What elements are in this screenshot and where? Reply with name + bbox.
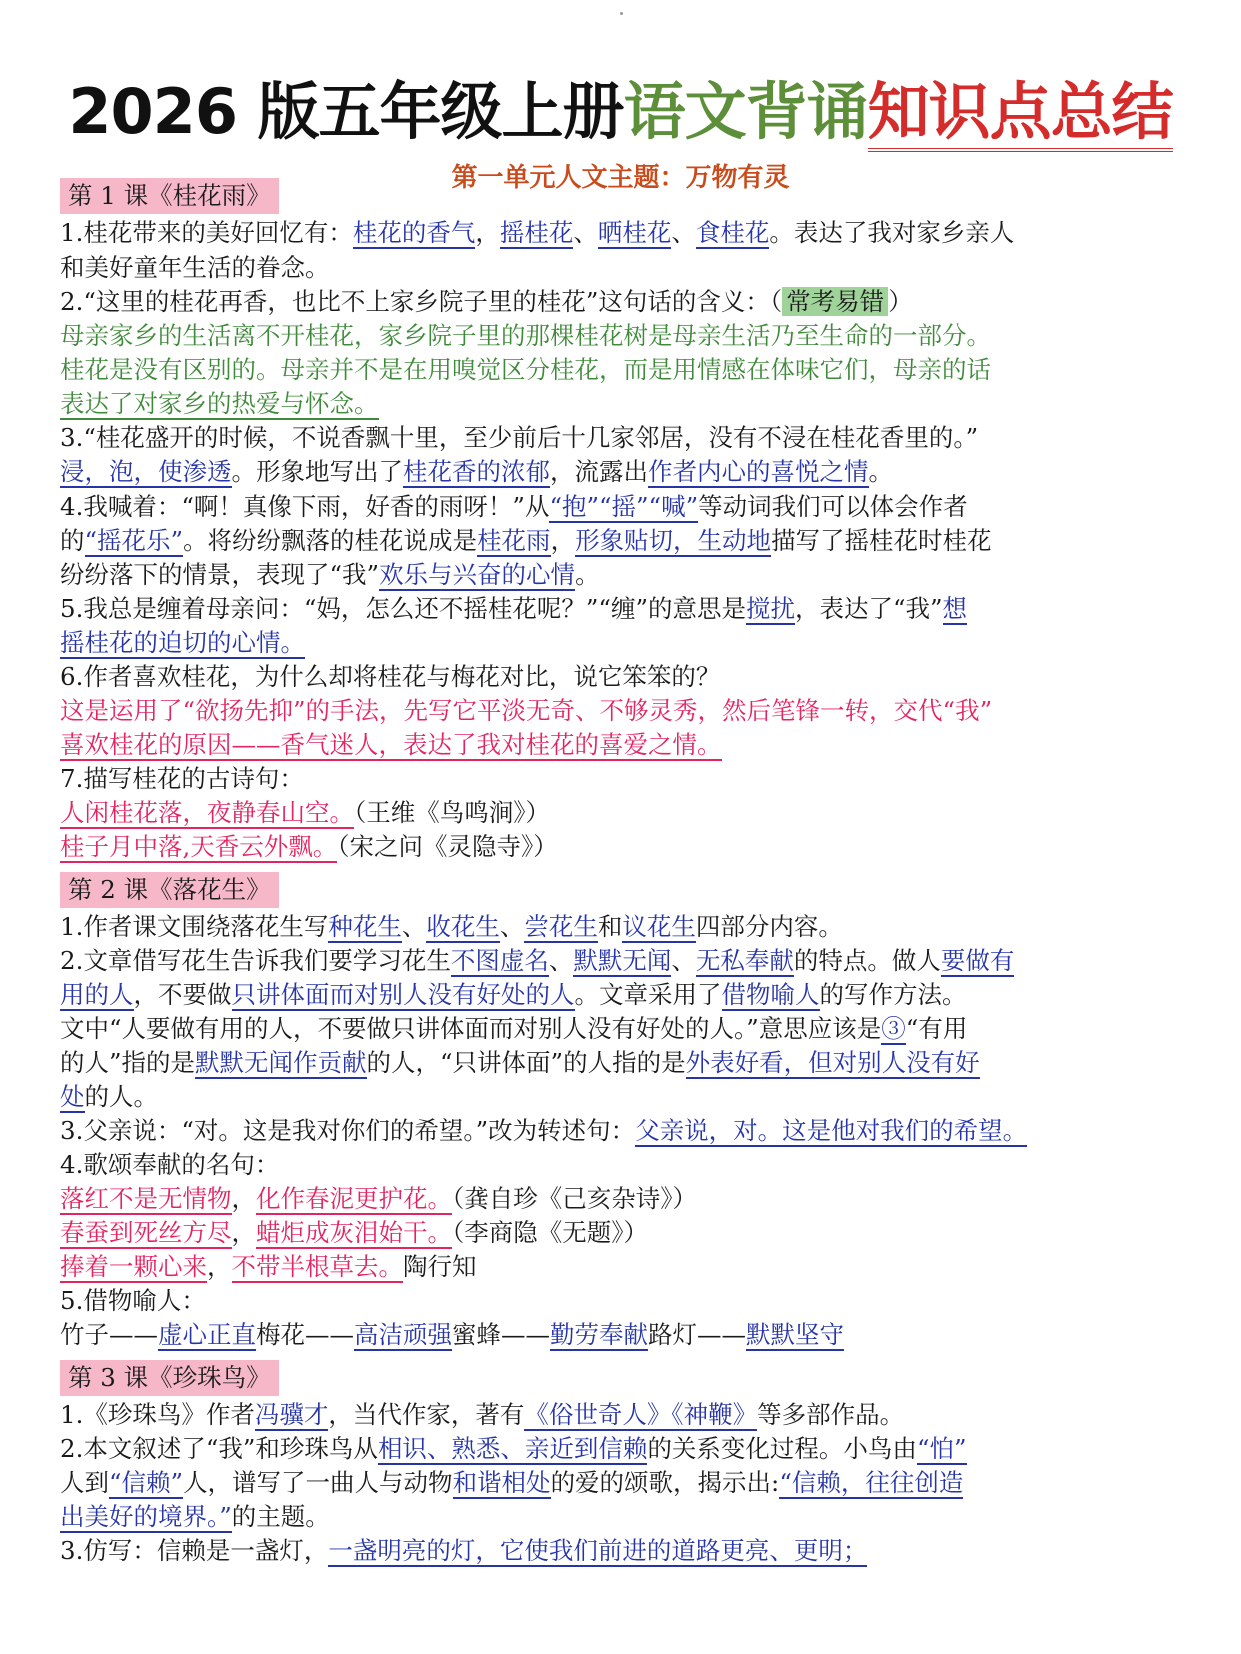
question-text: 7.描写桂花的古诗句：: [60, 764, 304, 793]
question-text: 2.文章借写花生告诉我们要学习花生: [60, 946, 451, 975]
text-line: [60, 591, 1195, 627]
text-line: [60, 1533, 1195, 1569]
question-text: 等动词我们可以体会作者: [698, 492, 968, 521]
text-line: [60, 1465, 1195, 1501]
answer-text: 食桂花: [695, 218, 770, 247]
poem-source: （宋之问《灵隐寺》）: [337, 832, 558, 861]
answer-text: 收花生: [426, 912, 500, 941]
poem-line: 桂子月中落,天香云外飘。: [60, 832, 338, 861]
answer-text: 尝花生: [524, 912, 598, 941]
answer-text: 高洁顽强: [354, 1320, 452, 1349]
answer-text: 搅扰: [745, 594, 795, 623]
answer-text: 父亲说，对。这是他对我们的希望。: [635, 1116, 1028, 1145]
text-line: [60, 386, 1195, 422]
punct: 、: [548, 946, 574, 975]
question-text: 的写作方法。: [819, 980, 967, 1009]
question-text: 1.《珍珠鸟》作者: [60, 1400, 255, 1429]
text-line: [60, 318, 1195, 354]
text-line: [60, 557, 1195, 593]
question-text: 的主题。: [231, 1502, 330, 1531]
question-text: 四部分内容。: [695, 912, 843, 941]
question-text: 。将纷纷飘落的桂花说成是: [183, 526, 478, 555]
text-line: [60, 727, 1195, 763]
text-line: [60, 489, 1195, 525]
answer-text: 借物喻人: [721, 980, 820, 1009]
question-text: 。文章采用了: [574, 980, 722, 1009]
text-line: [60, 1317, 1195, 1353]
answer-text: 一盏明亮的灯，它使我们前进的道路更亮、更明；: [328, 1536, 868, 1565]
text-line: [60, 1079, 1195, 1115]
poem-source: 陶行知: [403, 1252, 477, 1281]
question-text: 纷纷落下的情景，表现了“我”: [60, 560, 380, 589]
object-label: 竹子——: [60, 1320, 158, 1349]
answer-text: 默默无闻作贡献: [195, 1048, 367, 1077]
text-line: [60, 943, 1195, 979]
answer-text: 相识、熟悉、亲近到信赖: [377, 1434, 648, 1463]
lesson-2-title: 第 2 课《落花生》: [60, 872, 279, 908]
question-text: 的特点。做人: [793, 946, 941, 975]
question-text: 的人”指的是: [60, 1048, 196, 1077]
text-line: [60, 795, 1195, 831]
text-line: [60, 829, 1195, 865]
text-line: [60, 1045, 1195, 1081]
answer-text: 喜欢桂花的原因——香气迷人，表达了我对桂花的喜爱之情。: [60, 730, 722, 759]
answer-text: 用的人: [60, 980, 134, 1009]
poem-line: 不带半根草去。: [231, 1252, 403, 1281]
answer-text: 要做有: [940, 946, 1015, 975]
answer-text: “信赖，往往创造: [779, 1468, 964, 1497]
answer-text: 摇桂花的迫切的心情。: [60, 628, 305, 657]
question-text: 的人。: [84, 1082, 158, 1111]
answer-text: “摇花乐”: [84, 526, 184, 555]
punct: 。: [575, 560, 600, 589]
text-line: [60, 215, 1195, 251]
title-part-grade: 2026 版五年级上册: [68, 75, 624, 148]
question-text: 的: [60, 526, 85, 555]
question-text: ，不要做: [133, 980, 232, 1009]
punct: ，: [550, 526, 576, 555]
punct: 、: [401, 912, 427, 941]
text-line: [60, 1147, 1195, 1183]
question-text: 3.仿写：信赖是一盏灯，: [60, 1536, 329, 1565]
question-text: 人到: [60, 1468, 109, 1497]
answer-text: 默默坚守: [746, 1320, 844, 1349]
answer-text: “信赖”: [109, 1468, 184, 1497]
question-text: 。表达了我对家乡亲人: [769, 218, 1015, 247]
answer-text: 晒桂花: [597, 218, 672, 247]
lesson-heading: [60, 872, 1195, 908]
punct: 、: [671, 218, 696, 247]
answer-text: 处: [60, 1082, 85, 1111]
poem-line: 人闲桂花落，夜静春山空。: [60, 798, 354, 827]
poem-line: 化作春泥更护花。: [256, 1184, 452, 1213]
punct: 、: [499, 912, 525, 941]
poem-source: （龚自珍《己亥杂诗》）: [452, 1184, 697, 1213]
page-title: [0, 72, 1241, 152]
answer-text: 桂花雨: [477, 526, 551, 555]
unit-theme: 第一单元人文主题：万物有灵: [451, 163, 790, 193]
poem-line: 蜡炬成灰泪始干。: [256, 1218, 452, 1247]
text-line: [60, 284, 1195, 320]
question-text: 等多部作品。: [757, 1400, 905, 1429]
text-line: [60, 761, 1195, 797]
poem-line: 春蚕到死丝方尽: [60, 1218, 232, 1247]
answer-text: 外表好看，但对别人没有好: [685, 1048, 980, 1077]
text-line: [60, 1215, 1195, 1251]
scan-dot: [620, 12, 623, 15]
text-line: [60, 454, 1195, 490]
lesson-1-title: 第 1 课《桂花雨》: [60, 178, 279, 214]
text-line: [60, 1283, 1195, 1319]
poem-line: 落红不是无情物: [60, 1184, 232, 1213]
answer-text: 议花生: [622, 912, 696, 941]
answer-text: 欢乐与兴奋的心情: [379, 560, 576, 589]
answer-text: 形象贴切，生动地: [575, 526, 772, 555]
answer-text: 只讲体面而对别人没有好处的人: [231, 980, 575, 1009]
question-text: 5.我总是缠着母亲问：“妈，怎么还不摇桂花呢？”“缠”的意思是: [60, 594, 746, 623]
object-label: 路灯——: [648, 1320, 746, 1349]
text-line: [60, 1181, 1195, 1217]
answer-text: 作者内心的喜悦之情: [648, 457, 869, 486]
punct: 、: [671, 946, 696, 975]
lesson-3-title: 第 3 课《珍珠鸟》: [60, 1360, 279, 1396]
punct: ，: [475, 218, 500, 247]
text-line: [60, 1249, 1195, 1285]
text-line: [60, 909, 1195, 945]
punct: ，: [231, 1218, 256, 1247]
poem-source: （王维《鸟鸣涧》）: [354, 798, 550, 827]
answer-text: 这是运用了“欲扬先抑”的手法，先写它平淡无奇、不够灵秀，然后笔锋一转，交代“我”: [60, 693, 1195, 729]
answer-text: 不图虚名: [450, 946, 549, 975]
object-label: 蜜蜂——: [452, 1320, 550, 1349]
question-text: ，表达了“我”: [794, 594, 943, 623]
question-text: 4.我喊着：“啊！真像下雨，好香的雨呀！”从: [60, 492, 550, 521]
question-text: 和美好童年生活的眷念。: [60, 253, 330, 282]
answer-text: “抱”“摇”“喊”: [549, 492, 699, 521]
answer-text: 桂花是没有区别的。母亲并不是在用嗅觉区分桂花，而是用情感在体味它们，母亲的话: [60, 352, 1195, 388]
text-line: [60, 1113, 1195, 1149]
text-line: [60, 1431, 1195, 1467]
object-label: 梅花——: [256, 1320, 354, 1349]
answer-text: 出美好的境界。”: [60, 1502, 232, 1531]
text-line: [60, 1499, 1195, 1535]
question-text: 2.“这里的桂花再香，也比不上家乡院子里的桂花”这句话的含义：（: [60, 287, 783, 316]
punct: ，: [231, 1184, 256, 1213]
answer-text: ③: [881, 1014, 906, 1043]
text-line: [60, 659, 1195, 695]
text-line: [60, 977, 1195, 1013]
answer-text: 母亲家乡的生活离不开桂花，家乡院子里的那棵桂花树是母亲生活乃至生命的一部分。: [60, 318, 1195, 354]
question-text: 6.作者喜欢桂花，为什么却将桂花与梅花对比，说它笨笨的？: [60, 662, 721, 691]
question-text: 。形象地写出了: [231, 457, 403, 486]
text-line: [60, 352, 1195, 388]
text-line: [60, 1011, 1195, 1047]
lesson-heading: [60, 178, 1195, 214]
answer-text: 表达了对家乡的热爱与怀念。: [60, 389, 379, 418]
answer-text: 想: [942, 594, 968, 623]
answer-text: 摇桂花: [499, 218, 574, 247]
question-text: 的关系变化过程。小鸟由: [647, 1434, 917, 1463]
text-line: [60, 420, 1195, 456]
question-text: 描写了摇桂花时桂花: [771, 526, 992, 555]
text-line: [60, 1397, 1195, 1433]
question-text: 4.歌颂奉献的名句：: [60, 1150, 280, 1179]
poem-line: 捧着一颗心来: [60, 1252, 207, 1281]
title-part-recite: 语文背诵: [623, 75, 868, 148]
question-text: ，流露出: [550, 457, 648, 486]
title-part-summary: 知识点总结: [868, 75, 1173, 152]
question-text: 1.作者课文围绕落花生写: [60, 912, 329, 941]
question-text: 文中“人要做有用的人，不要做只讲体面而对别人没有好处的人。”意思应该是: [60, 1014, 882, 1043]
question-text: 3.“桂花盛开的时候，不说香飘十里，至少前后十几家邻居，没有不浸在桂花香里的。”: [60, 423, 979, 452]
text-line: [60, 625, 1195, 661]
question-text: 5.借物喻人：: [60, 1286, 206, 1315]
frequent-error-badge: 常考易错: [782, 287, 888, 316]
answer-text: 桂花香的浓郁: [403, 457, 550, 486]
question-text: “有用: [905, 1014, 968, 1043]
answer-text: 浸，泡，使渗透: [60, 457, 232, 486]
answer-text: 桂花的香气: [352, 218, 476, 247]
poem-source: （李商隐《无题》）: [452, 1218, 648, 1247]
answer-text: 无私奉献: [695, 946, 794, 975]
question-text: 3.父亲说：“对。这是我对你们的希望。”改为转述句：: [60, 1116, 636, 1145]
punct: 、: [573, 218, 598, 247]
text-line: [60, 693, 1195, 729]
answer-text: 勤劳奉献: [550, 1320, 648, 1349]
answer-text: “怕”: [916, 1434, 967, 1463]
question-text: 1.桂花带来的美好回忆有：: [60, 218, 353, 247]
answer-text: 默默无闻: [573, 946, 672, 975]
lesson-heading: [60, 1360, 1195, 1396]
question-text: ，当代作家，著有: [328, 1400, 525, 1429]
question-text: 的爱的颂歌，揭示出:: [550, 1468, 780, 1497]
answer-text: 种花生: [328, 912, 402, 941]
punct: 和: [597, 912, 623, 941]
text-line: [60, 250, 1195, 286]
text-line: [60, 523, 1195, 559]
question-text: 2.本文叙述了“我”和珍珠鸟从: [60, 1434, 378, 1463]
punct: ，: [207, 1252, 232, 1281]
answer-text: 冯骥才: [254, 1400, 329, 1429]
question-text: 的人，“只讲体面”的人指的是: [366, 1048, 686, 1077]
punct: 。: [868, 457, 893, 486]
answer-text: 虚心正直: [158, 1320, 256, 1349]
punct: ）: [888, 287, 913, 316]
question-text: 人，谱写了一曲人与动物: [183, 1468, 453, 1497]
answer-text: 《俗世奇人》《神鞭》: [524, 1400, 758, 1429]
answer-text: 和谐相处: [452, 1468, 551, 1497]
